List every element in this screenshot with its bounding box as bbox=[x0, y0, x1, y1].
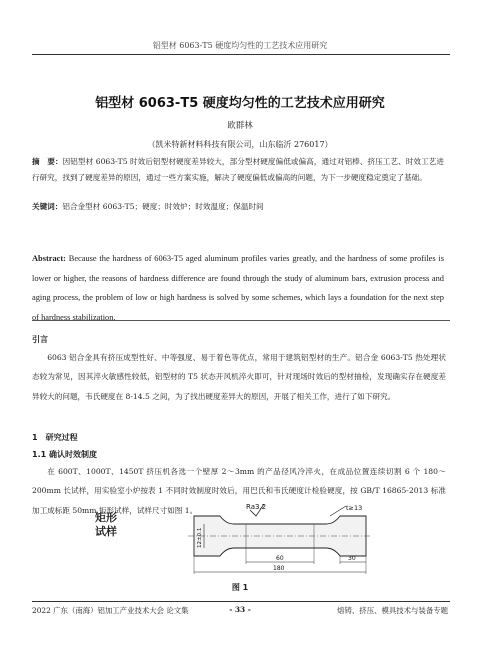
footer-rule bbox=[32, 601, 450, 602]
abstract-en bbox=[32, 249, 444, 327]
page-number: - 33 - bbox=[229, 605, 251, 614]
gauge-length-label: 60 bbox=[276, 555, 284, 562]
keywords-text: 铝合金型材 6063-T5；硬度；时效炉；时效温度；保温时间 bbox=[62, 202, 264, 211]
footer-left: 2022 广东（南海）铝加工产业技术大会 论文集 bbox=[32, 606, 189, 615]
abstract-cn bbox=[32, 154, 444, 185]
thickness-leader bbox=[330, 506, 346, 516]
roughness-label: Ra3.2 bbox=[246, 504, 267, 511]
intro-heading: 引言 bbox=[32, 335, 48, 344]
grip-length-label: 30 bbox=[348, 555, 356, 562]
section-1-1-heading: 1.1 确认时效制度 bbox=[32, 450, 97, 459]
author: 欧群林 bbox=[227, 121, 253, 131]
paper-title: 铝型材 6063-T5 硬度均匀性的工艺技术应用研究 bbox=[95, 96, 385, 111]
abstract-en-label: Abstract: bbox=[32, 254, 66, 263]
section-1-heading: 1 研究过程 bbox=[32, 433, 78, 442]
abstract-cn-text: 因铝型材 6063-T5 时效后铝型材硬度差异较大，部分型材硬度偏低或偏高，通过对铝棒、挤压工艺、时效工艺进行研究，找到了硬度差异的原因，通过一些方案实施，解决了硬度偏低或偏高的问题，为下一步硬度稳定奠定了基础。 bbox=[32, 157, 444, 182]
figure-side-label-2: 试样 bbox=[95, 525, 117, 538]
specimen-drawing bbox=[180, 504, 380, 576]
section-rule bbox=[32, 320, 450, 321]
figure-caption: 图 1 bbox=[231, 583, 249, 592]
total-length-label: 180 bbox=[273, 565, 285, 572]
keywords bbox=[32, 199, 444, 215]
header-rule bbox=[32, 54, 450, 55]
keywords-label: 关键词： bbox=[32, 202, 63, 211]
intro-text: 6063 铝合金具有挤压成型性好、中等强度、易于着色等优点，常用于建筑铝型材的生产。铝合金 6063-T5 热处理状态较为常见，因其淬火敏感性较低，铝型材的 T5 状态开风机淬火即可，针对现场时效后的型材抽检，发现确实存在硬度差异较大的问题，韦氏硬度在 8-14.5 之间，为了找出硬度差异大的原因，开展了相关工作，进行了如下研究。 bbox=[32, 353, 446, 401]
thickness-label: t≥13 bbox=[346, 504, 363, 512]
figure-side-label bbox=[95, 511, 117, 539]
abstract-cn-label: 摘 要： bbox=[32, 157, 63, 166]
footer-right: 熔铸、挤压、模具技术与装备专题 bbox=[337, 606, 448, 615]
running-header: 铝型材 6063-T5 硬度均匀性的工艺技术应用研究 bbox=[152, 41, 328, 50]
figure-side-label-1: 矩形 bbox=[95, 511, 117, 524]
affiliation: （凯米特新材料科技有限公司，山东临沂 276017） bbox=[147, 140, 333, 149]
abstract-en-text: Because the hardness of 6063-T5 aged aluminum profiles varies greatly, and the hardness of some profiles is lower or higher, the reasons of hardness difference are found through the study of aluminum bars, extrusion process and aging process, the problem of low or high hardness is solved by some schemes, which lays a foundation for the next step of hardness stabilization. bbox=[32, 254, 444, 322]
width-label: 12±0.1 bbox=[197, 527, 203, 548]
section-1-1-text: 在 600T、1000T、1450T 挤压机各选一个壁厚 2～3mm 的产品径风冷淬火，在成品位置连续切割 6 个 180～200mm 长试样，用实验室小炉按表 1 不同时效制度时效后，用巴氏和韦氏硬度计检验硬度，按 GB/T 16865-2013 标准加工成标距 50mm 矩形试样，试样尺寸如图 1。 bbox=[32, 467, 446, 515]
